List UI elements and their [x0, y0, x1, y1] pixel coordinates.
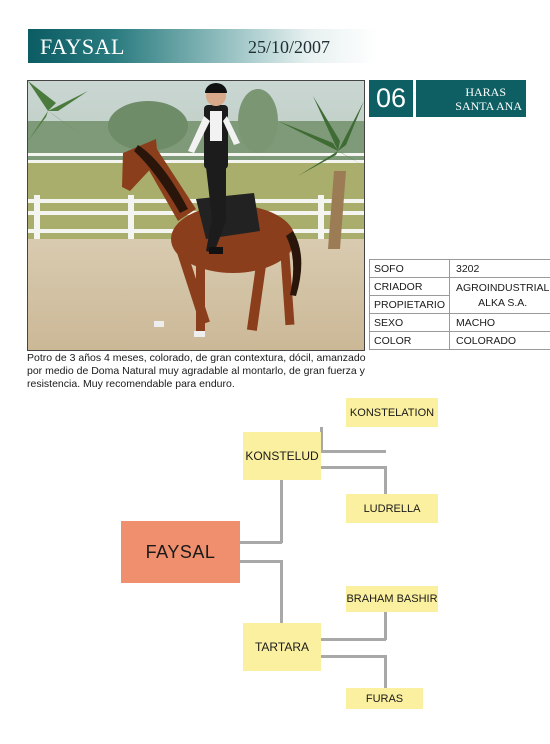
connector-line [320, 466, 386, 469]
sexo-label: SEXO [370, 314, 450, 332]
sofo-label: SOFO [370, 260, 450, 278]
connector-line [320, 655, 386, 658]
horse-description: Potro de 3 años 4 meses, colorado, de gran contextura, dócil, amanzado por medio de Doma Natural muy agradable al montarlo, de gran fuerza y resistencia. Muy recomendable para enduro. [27, 352, 366, 390]
lot-number: 06 [369, 80, 413, 117]
table-row [370, 332, 550, 350]
connector-line [320, 638, 386, 641]
owner-line-2: ALKA S.A. [478, 296, 528, 309]
connector-line [240, 541, 282, 544]
table-row [370, 260, 550, 278]
sexo-value: MACHO [449, 314, 550, 332]
table-row [370, 314, 550, 332]
color-value: COLORADO [449, 332, 550, 350]
sofo-value: 3202 [449, 260, 550, 278]
pedigree-sire: KONSTELUD [243, 432, 321, 480]
horse-photo [27, 80, 365, 351]
haras-banner [416, 80, 526, 117]
pedigree-sire-sire: KONSTELATION [346, 398, 438, 427]
date-label: 25/10/2007 [248, 37, 331, 57]
title-banner [28, 29, 378, 63]
horse-name-title: FAYSAL [40, 34, 125, 59]
haras-label: HARAS [465, 85, 506, 99]
connector-line [384, 612, 387, 640]
pedigree-horse: FAYSAL [121, 521, 240, 583]
color-label: COLOR [370, 332, 450, 350]
table-row [370, 278, 550, 296]
connector-line [384, 466, 387, 494]
pedigree-dam-sire: BRAHAM BASHIR [346, 586, 438, 612]
propietario-label: PROPIETARIO [370, 296, 450, 314]
haras-name: SANTA ANA [455, 99, 522, 113]
pedigree-dam-dam: FURAS [346, 688, 423, 709]
owner-line-1: AGROINDUSTRIAL [455, 281, 550, 294]
pedigree-sire-dam: LUDRELLA [346, 494, 438, 523]
criador-label: CRIADOR [370, 278, 450, 296]
connector-line [320, 450, 386, 453]
connector-line [240, 560, 282, 563]
horse-info-table [369, 259, 550, 350]
pedigree-dam: TARTARA [243, 623, 321, 671]
connector-line [280, 560, 283, 623]
connector-line [384, 655, 387, 688]
connector-line [280, 480, 283, 543]
owner-value [449, 278, 550, 314]
